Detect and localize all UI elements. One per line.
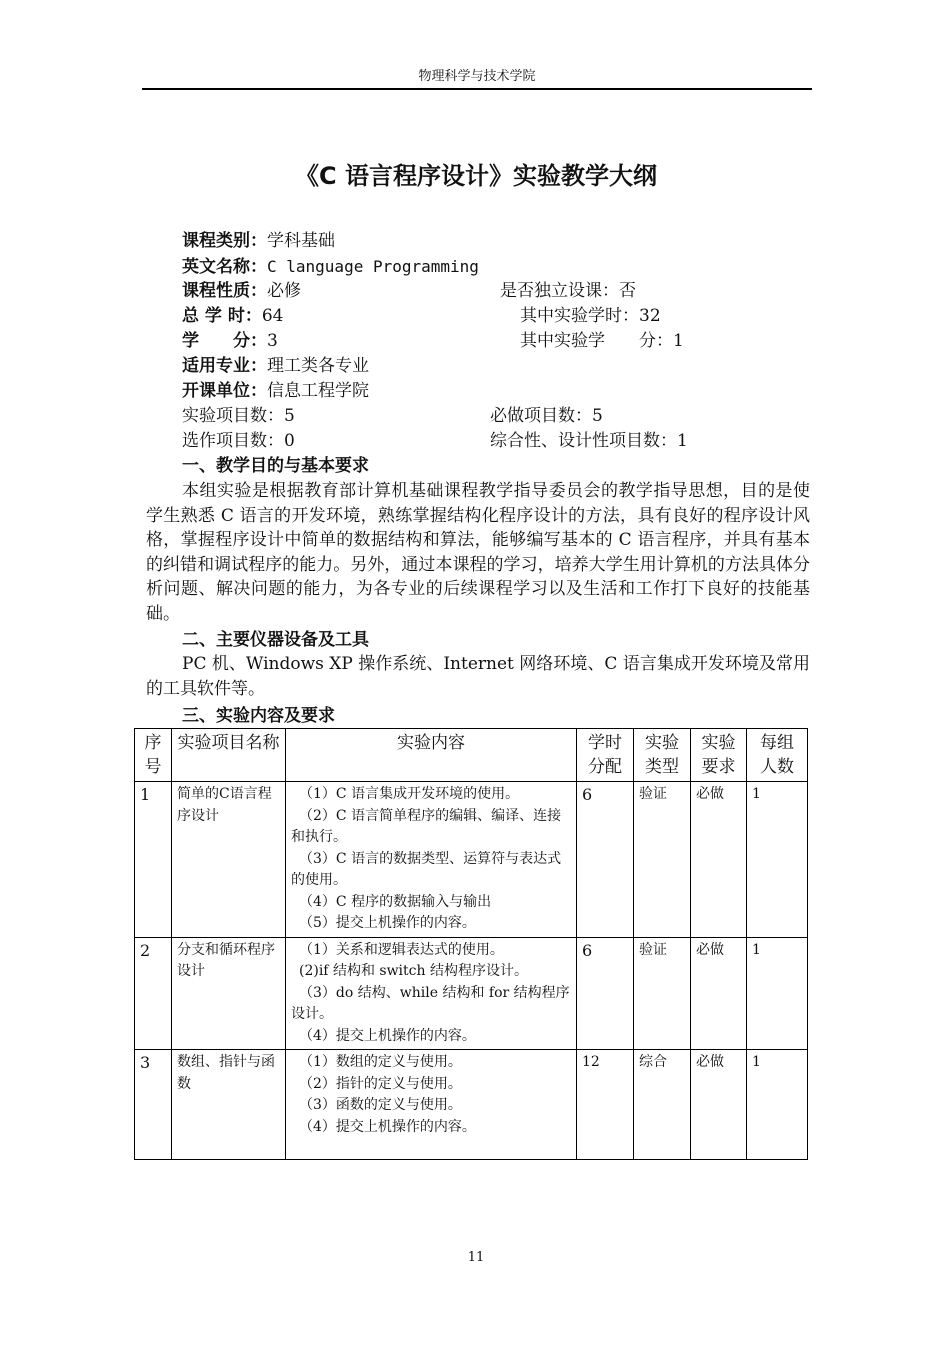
content-line: （3）函数的定义与使用。: [299, 1097, 462, 1113]
header-seq: 序号: [135, 729, 172, 782]
row-content: [286, 782, 577, 938]
course-nature: 课程性质：必修: [182, 281, 301, 301]
comprehensive-count: 综合性、设计性项目数：1: [490, 431, 688, 451]
header-content: 实验内容: [286, 729, 577, 782]
section1-text: 本组实验是根据教育部计算机基础课程教学指导委员会的教学指导思想，目的是使学生熟悉 C 语言的开发环境，熟练掌握结构化程序设计的方法，具有良好的程序设计风格，掌握程序设计中简单的数据结构和算法，能够编写基本的 C 语言程序，并具有基本的纠错和调试程序的能力。另外，通过本课程的学习，培养大学生用计算机的方法具体分析问题、解决问题的能力，为各专业的后续课程学习以及生活和工作打下良好的技能基础。: [146, 481, 810, 624]
row-seq: 1: [135, 782, 172, 938]
row-content: [286, 1050, 577, 1160]
lab-hours: 其中实验学时：32: [520, 306, 661, 326]
content-line: （1）C 语言集成开发环境的使用。: [299, 786, 520, 802]
project-count: 实验项目数：5: [182, 406, 295, 426]
required-count: 必做项目数：5: [490, 406, 603, 426]
content-line: （3）C 语言的数据类型、运算符与表达式的使用。: [291, 850, 562, 888]
row-req: 必做: [691, 782, 747, 938]
row-type: 综合: [634, 1050, 691, 1160]
header-group: 每组人数: [747, 729, 808, 782]
english-name: 英文名称：C language Programming: [182, 257, 479, 277]
row-req: 必做: [691, 937, 747, 1050]
row-hours: 6: [577, 782, 634, 938]
row-group: 1: [747, 782, 808, 938]
section3-heading: 三、实验内容及要求: [182, 706, 335, 726]
page-header: 物理科学与技术学院: [418, 69, 536, 84]
course-category: 课程类别：学科基础: [182, 231, 335, 251]
table-header-row: [135, 729, 808, 782]
header-name: 实验项目名称: [172, 729, 286, 782]
content-line: （4）提交上机操作的内容。: [299, 1118, 476, 1135]
independent-course: 是否独立设课：否: [500, 281, 636, 301]
content-line: （4）提交上机操作的内容。: [299, 1027, 476, 1044]
content-line: （2）C 语言简单程序的编辑、编译、连接和执行。: [291, 807, 562, 845]
content-line: （4）C 程序的数据输入与输出: [299, 893, 492, 910]
table-row: [135, 1050, 808, 1160]
content-line: （1）关系和逻辑表达式的使用。: [299, 941, 504, 958]
row-group: 1: [747, 1050, 808, 1160]
section2-heading: 二、主要仪器设备及工具: [182, 630, 369, 650]
page-number: 11: [467, 1250, 485, 1265]
row-group: 1: [747, 937, 808, 1050]
document-title: 《C 语言程序设计》实验教学大纲: [295, 162, 657, 190]
experiment-table: [134, 728, 808, 1160]
header-req: 实验要求: [691, 729, 747, 782]
row-name: 数组、指针与函数: [172, 1050, 286, 1160]
credits: 学 分：3: [182, 331, 278, 351]
content-line: （1）数组的定义与使用。: [299, 1054, 462, 1070]
content-line: （5）提交上机操作的内容。: [299, 915, 476, 931]
elective-count: 选作项目数：0: [182, 431, 295, 451]
section1-heading: 一、教学目的与基本要求: [182, 456, 369, 476]
applicable-major: 适用专业：理工类各专业: [182, 356, 369, 376]
row-hours: 12: [577, 1050, 634, 1160]
header-rule: [142, 88, 812, 90]
header-hours: 学时分配: [577, 729, 634, 782]
offering-unit: 开课单位：信息工程学院: [182, 381, 369, 401]
row-name: 简单的C语言程序设计: [172, 782, 286, 938]
row-type: 验证: [634, 937, 691, 1050]
row-hours: 6: [577, 937, 634, 1050]
row-name: 分支和循环程序设计: [172, 937, 286, 1050]
table-row: [135, 782, 808, 938]
row-seq: 3: [135, 1050, 172, 1160]
table-row: [135, 937, 808, 1050]
row-content: [286, 937, 577, 1050]
content-line: (2)if 结构和 switch 结构程序设计。: [299, 963, 528, 979]
content-line: （2）指针的定义与使用。: [299, 1075, 462, 1092]
section2-text: PC 机、Windows XP 操作系统、Internet 网络环境、C 语言集成开发环境及常用的工具软件等。: [146, 654, 810, 699]
row-seq: 2: [135, 937, 172, 1050]
row-req: 必做: [691, 1050, 747, 1160]
header-type: 实验类型: [634, 729, 691, 782]
row-type: 验证: [634, 782, 691, 938]
total-hours: 总 学 时：64: [182, 306, 284, 326]
content-line: （3）do 结构、while 结构和 for 结构程序设计。: [291, 984, 570, 1022]
lab-credits: 其中实验学 分：1: [520, 331, 684, 351]
